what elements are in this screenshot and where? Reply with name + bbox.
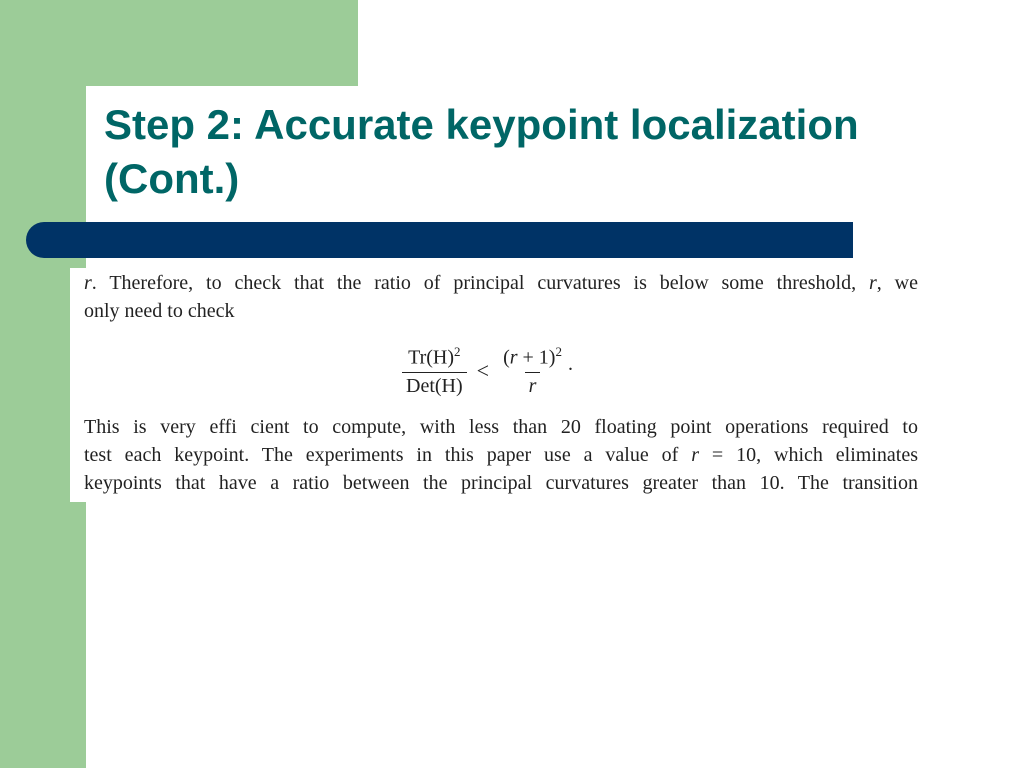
eq-var: r [509,346,518,369]
excerpt-line-5: keypoints that have a ratio between the principal curvatures greater than 10. The transition [84,472,918,494]
lhs-fraction [402,344,467,398]
rhs-numerator [499,344,566,372]
less-than-sign: < [476,357,490,383]
eq-text: ( [503,346,510,369]
eq-text: + 1) [517,346,556,369]
excerpt-text: = 10, which eliminates [699,444,919,466]
curvature-ratio-equation [402,344,573,398]
excerpt-line-1 [84,272,918,295]
excerpt-line-4 [84,444,918,467]
excerpt-line-2: only need to check [84,300,235,322]
top-green-tab [86,0,358,86]
var-r: r [868,272,877,294]
rhs-fraction [499,344,566,398]
excerpt-text: , we [876,272,918,294]
excerpt-text: test each keypoint. The experiments in this paper use a value of [84,444,692,466]
lhs-denominator: Det(H) [402,372,467,398]
eq-power: 2 [555,344,562,359]
var-r: r [84,272,92,294]
lhs-numerator [404,344,464,372]
equation-period: . [567,352,573,375]
rhs-denominator [525,372,541,398]
title-underline-bar [26,222,853,258]
eq-power: 2 [454,344,461,359]
eq-text: Tr(H) [408,346,455,369]
var-r: r [691,444,699,466]
paper-excerpt-image [70,268,930,502]
excerpt-line-3: This is very effi cient to compute, with less than 20 floating point operations required to [84,416,918,438]
eq-var: r [528,374,537,397]
excerpt-text: . Therefore, to check that the ratio of principal curvatures is below some threshold, [91,272,869,294]
slide-title: Step 2: Accurate keypoint localization (Cont.) [104,101,859,202]
